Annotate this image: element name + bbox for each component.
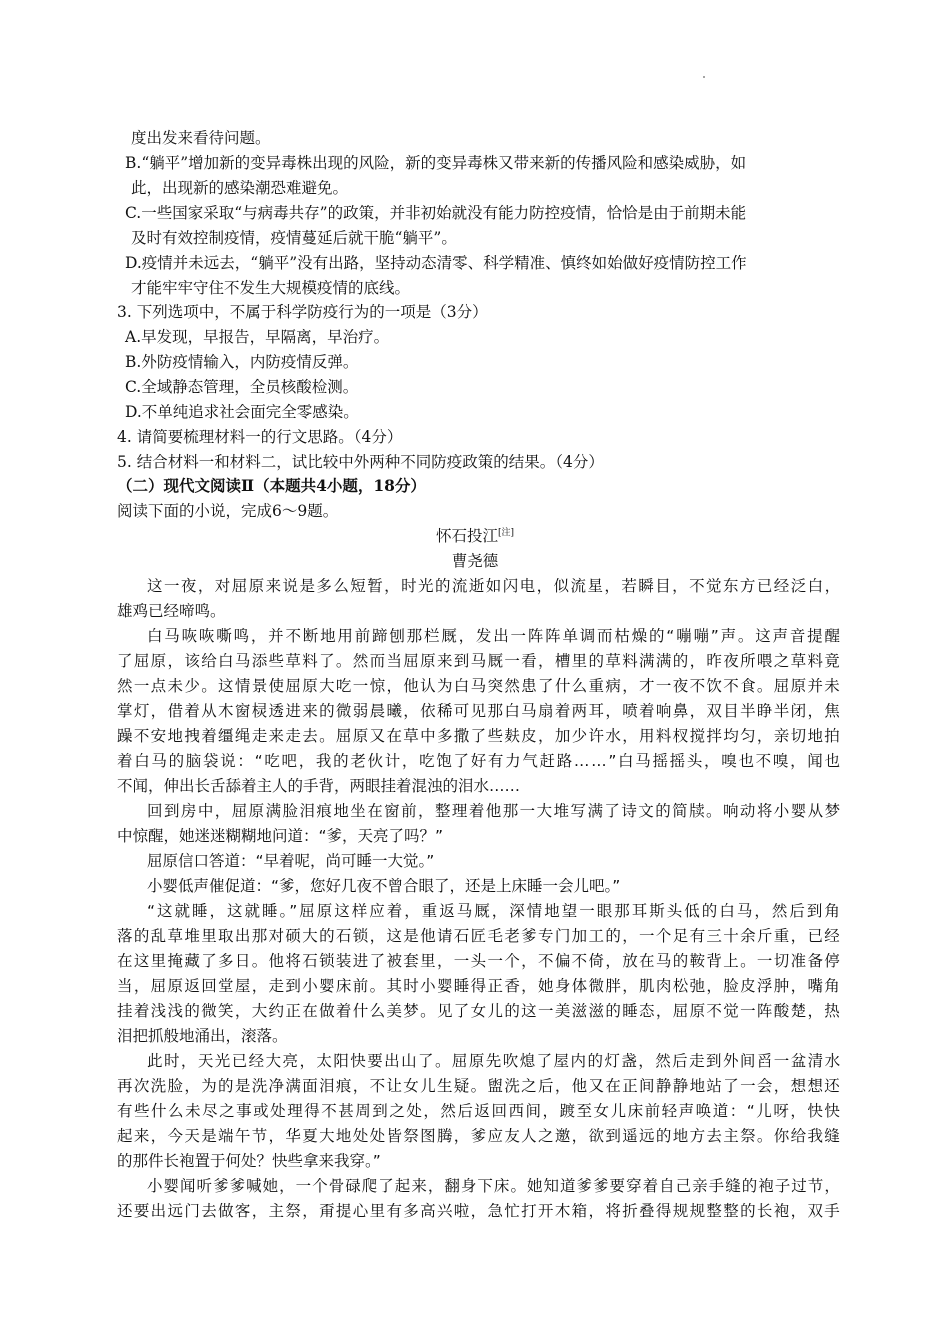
story-line: 泪把抓般地涌出，滚落。: [117, 1027, 288, 1045]
option-a-continuation: 度出发来看待问题。: [131, 129, 271, 147]
story-author: 曹尧德: [451, 552, 499, 570]
story-line: 挂着浅浅的微笑，大约正在做着什么美梦。见了女儿的这一美滋滋的睡态，屈原不觉一阵酸楚，热: [117, 1002, 842, 1020]
scan-speck: [703, 76, 705, 78]
story-line: 屈原信口答道：“早着呢，尚可睡一大觉。”: [147, 852, 435, 870]
story-line: 回到房中，屈原满脸泪痕地坐在窗前，整理着他那一大堆写满了诗文的简牍。响动将小婴从梦: [147, 802, 842, 820]
story-line: 这一夜，对屈原来说是多么短暂，时光的流逝如闪电，似流星，若瞬目，不觉东方已经泛白，: [147, 577, 842, 595]
option-b-line-1: B.“躺平”增加新的变异毒株出现的风险，新的变异毒株又带来新的传播风险和感染威胁，如: [125, 154, 747, 172]
question-5: 5. 结合材料一和材料二，试比较中外两种不同防疫政策的结果。（4分）: [117, 453, 604, 471]
story-line: 当，屈原返回堂屋，走到小婴床前。其时小婴睡得正香，她身体微胖，肌肉松弛，脸皮浮肿，嘴角: [117, 977, 842, 995]
story-line: 有些什么未尽之事或处理得不甚周到之处，然后返回西间，踱至女儿床前轻声唤道：“儿呀，快快: [117, 1102, 842, 1120]
story-title-footnote-mark: [注]: [497, 528, 515, 538]
story-line: 然一点未少。这情景使屈原大吃一惊，他认为白马突然患了什么重病，才一夜不饮不食。屈原并未: [117, 677, 842, 695]
option-d-line-2: 才能牢牢守住不发生大规模疫情的底线。: [131, 279, 411, 297]
story-line: 再次洗脸，为的是洗净满面泪痕，不让女儿生疑。盥洗之后，他又在正间静静地站了一会，想想还: [117, 1077, 842, 1095]
story-line: 落的乱草堆里取出那对硕大的石锁，这是他请石匠毛老爹专门加工的，一个足有三十余斤重，已经: [117, 927, 842, 945]
story-line: 小婴低声催促道：“爹，您好几夜不曾合眼了，还是上床睡一会儿吧。”: [147, 877, 621, 895]
option-d-line-1: D.疫情并未远去，“躺平”没有出路，坚持动态清零、科学精准、慎终如始做好疫情防控工作: [125, 254, 747, 272]
question-3-option-b: B.外防疫情输入，内防疫情反弹。: [125, 353, 359, 371]
option-b-line-2: 此，出现新的感染潮恐难避免。: [131, 179, 349, 197]
section-instruction: 阅读下面的小说，完成6～9题。: [117, 502, 339, 520]
story-title-text: 怀石投江: [435, 527, 498, 545]
story-line: 的那件长袍置于何处？快些拿来我穿。”: [117, 1152, 381, 1170]
story-title: [0, 526, 950, 546]
story-line: 白马咴咴嘶鸣，并不断地用前蹄刨那栏厩，发出一阵阵单调而枯燥的“嘣嘣”声。这声音提醒: [147, 627, 842, 645]
section-heading: （二）现代文阅读Ⅱ（本题共4小题，18分）: [117, 476, 426, 495]
story-line: 起来，今天是端午节，华夏大地处处皆祭图腾，爹应友人之邀，欲到遥远的地方去主祭。你给我缝: [117, 1127, 842, 1145]
story-line: 还要出远门去做客，主祭，甭提心里有多高兴啦，急忙打开木箱，将折叠得规规整整的长袍，双手: [117, 1202, 842, 1220]
story-line: 掌灯，借着从木窗棂透进来的微弱晨曦，依稀可见那白马扇着两耳，喷着响鼻，双目半睁半闭，焦: [117, 702, 842, 720]
story-line: 在这里掩藏了多日。他将石锁装进了被套里，一头一个，不偏不倚，放在马的鞍背上。一切准备停: [117, 952, 842, 970]
story-line: 不闻，伸出长舌舔着主人的手背，两眼挂着混浊的泪水……: [117, 777, 521, 795]
story-line: “这就睡，这就睡。”屈原这样应着，重返马厩，深情地望一眼那耳斯头低的白马，然后到角: [147, 902, 842, 920]
story-line: 了屈原，该给白马添些草料了。然而当屈原来到马厩一看，槽里的草料满满的，昨夜所喂之草料竟: [117, 652, 842, 670]
story-line: 躁不安地拽着缰绳走来走去。屈原又在草中多撒了些麸皮，加少许水，用料杈搅拌均匀，亲切地拍: [117, 727, 842, 745]
story-line: 中惊醒，她迷迷糊糊地问道：“爹，天亮了吗？”: [117, 827, 444, 845]
question-3-option-a: A.早发现，早报告，早隔离，早治疗。: [125, 328, 390, 346]
option-c-line-2: 及时有效控制疫情，疫情蔓延后就干脆“躺平”。: [131, 229, 457, 247]
question-3-option-c: C.全域静态管理，全员核酸检测。: [125, 378, 359, 396]
question-3-stem: 3. 下列选项中，不属于科学防疫行为的一项是（3分）: [117, 303, 488, 321]
story-line: 雄鸡已经啼鸣。: [117, 602, 226, 620]
option-c-line-1: C.一些国家采取“与病毒共存”的政策，并非初始就没有能力防控疫情，恰恰是由于前期未能: [125, 204, 747, 222]
story-line: 着白马的脑袋说：“吃吧，我的老伙计，吃饱了好有力气赶路……”白马摇摇头，嗅也不嗅，闻也: [117, 752, 842, 770]
question-3-option-d: D.不单纯追求社会面完全零感染。: [125, 403, 359, 421]
story-line: 小婴闻听爹爹喊她，一个骨碌爬了起来，翻身下床。她知道爹爹要穿着自己亲手缝的袍子过节，: [147, 1177, 841, 1195]
story-line: 此时，天光已经大亮，太阳快要出山了。屈原先吹熄了屋内的灯盏，然后走到外间舀一盆清水: [147, 1052, 842, 1070]
question-4: 4. 请简要梳理材料一的行文思路。（4分）: [117, 428, 403, 446]
